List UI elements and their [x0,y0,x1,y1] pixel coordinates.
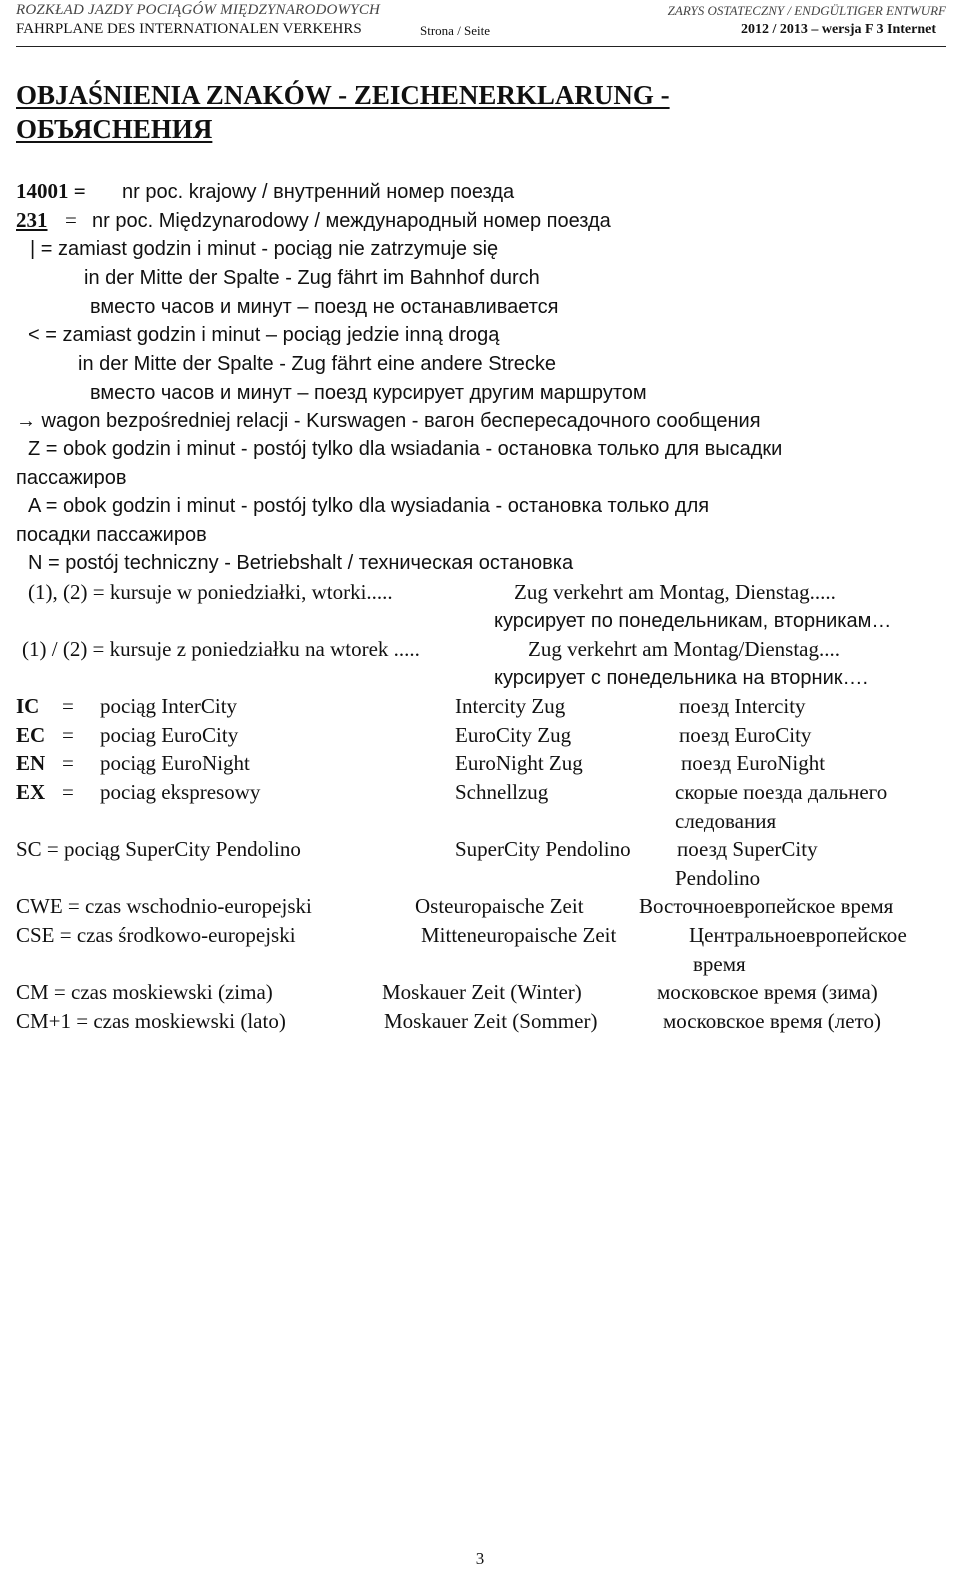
legend-days-de: Zug verkehrt am Montag, Dienstag..... [514,580,836,604]
train-de-ec: EuroCity Zug [455,723,572,747]
zone-cwe-de: Osteuropaische Zeit [415,894,584,918]
zone-cse-ru-cont: время [693,952,746,976]
train-ru-en: поезд EuroNight [681,751,826,775]
legend-other-route-de: in der Mitte der Spalte - Zug fährt eine andere Strecke [78,353,557,375]
train-ru-ec: поезд EuroCity [679,723,812,747]
legend-text-international: nr poc. Międzynarodowy / международный номер поезда [92,210,611,232]
train-eq-ec: = [62,723,74,747]
legend-boarding-stop-cont: пассажиров [16,467,127,489]
train-ru-ic: поезд Intercity [679,694,806,718]
train-eq-ic: = [62,694,74,718]
legend-days-ru: курсирует по понедельникам, вторникам… [494,610,892,632]
train-de-sc: SuperCity Pendolino [455,837,631,861]
legend-eq-international: = [65,208,77,232]
zone-cm1-ru: московское время (лето) [663,1009,881,1033]
zone-cm-ru: московское время (зима) [657,980,878,1004]
zone-cwe-ru: Восточноевропейское время [639,894,894,918]
zone-cm1: CM+1 = czas moskiewski (lato) [16,1009,286,1033]
legend-pass-through: | = zamiast godzin i minut - pociąg nie zatrzymuje się [30,238,499,260]
legend-other-route-ru: вместо часов и минут – поезд курсирует другим маршрутом [90,382,647,404]
legend-code-international: 231 [16,208,48,232]
legend-pass-through-de: in der Mitte der Spalte - Zug fährt im Bahnhof durch [84,267,540,289]
zone-cm1-de: Moskauer Zeit (Sommer) [384,1009,598,1033]
page-header [16,0,946,47]
header-page-label: Strona / Seite [420,23,491,38]
legend-code-national: 14001 = [16,179,86,203]
legend-overnight-pl: (1) / (2) = kursuje z poniedziałku na wtorek ..... [22,637,420,661]
page-title-line1: OBJAŚNIENIA ZNAKÓW - ZEICHENERKLARUNG - [16,80,670,110]
train-ru-sc: поезд SuperCity [677,837,818,861]
train-pl-ic: pociąg InterCity [100,694,238,718]
header-title-de: FAHRPLANE DES INTERNATIONALEN VERKEHRS [16,21,362,37]
zone-cm-de: Moskauer Zeit (Winter) [382,980,582,1004]
legend-pass-through-ru: вместо часов и минут – поезд не останавливается [90,296,559,318]
zone-cm: CM = czas moskiewski (zima) [16,980,273,1004]
legend-days-pl: (1), (2) = kursuje w poniedziałki, wtorki..... [28,580,393,604]
train-pl-ex: pociag ekspresowy [100,780,261,804]
page-number: 3 [475,1549,485,1568]
train-ru-sc-cont: Pendolino [675,866,761,890]
train-ru-ex-cont: следования [675,809,777,833]
legend-through-coach: → wagon bezpośredniej relacji - Kurswagen - вагон беспересадочного сообщения [16,410,761,432]
train-sc: SC = pociąg SuperCity Pendolino [16,837,301,861]
legend-text-national: nr poc. krajowy / внутренний номер поезда [122,181,515,203]
train-de-ic: Intercity Zug [455,694,566,718]
legend-technical-stop: N = postój techniczny - Betriebshalt / техническая остановка [28,552,574,574]
legend-alighting-stop: A = obok godzin i minut - postój tylko dla wysiadania - остановка только для [28,495,710,517]
legend-other-route: < = zamiast godzin i minut – pociąg jedzie inną drogą [28,324,500,346]
train-de-ex: Schnellzug [455,780,549,804]
train-eq-en: = [62,751,74,775]
train-de-en: EuroNight Zug [455,751,583,775]
train-code-ex: EX [16,780,46,804]
page-title-line2: ОБЪЯСНЕНИЯ [16,114,213,144]
train-pl-ec: pociag EuroCity [100,723,239,747]
train-code-ec: EC [16,723,46,747]
train-ru-ex: скорые поезда дальнего [675,780,888,804]
legend-overnight-ru: курсирует с понедельника на вторник…. [494,667,869,689]
zone-cse-de: Mitteneuropaische Zeit [421,923,617,947]
train-code-ic: IC [16,694,40,718]
train-eq-ex: = [62,780,74,804]
header-title-pl: ROZKŁAD JAZDY POCIĄGÓW MIĘDZYNARODOWYCH [16,2,381,18]
train-pl-en: pociąg EuroNight [100,751,250,775]
legend-boarding-stop: Z = obok godzin i minut - postój tylko dla wsiadania - остановка только для высадки [28,438,783,460]
zone-cse-ru: Центральноевропейское [689,923,907,947]
header-draft-label: ZARYS OSTATECZNY / ENDGÜLTIGER ENTWURF [667,3,946,18]
train-code-en: EN [16,751,46,775]
zone-cse: CSE = czas środkowo-europejski [16,923,296,947]
legend-overnight-de: Zug verkehrt am Montag/Dienstag.... [528,637,841,661]
header-version: 2012 / 2013 – wersja F 3 Internet [740,22,936,37]
zone-cwe: CWE = czas wschodnio-europejski [16,894,312,918]
legend-alighting-stop-cont: посадки пассажиров [16,524,207,546]
